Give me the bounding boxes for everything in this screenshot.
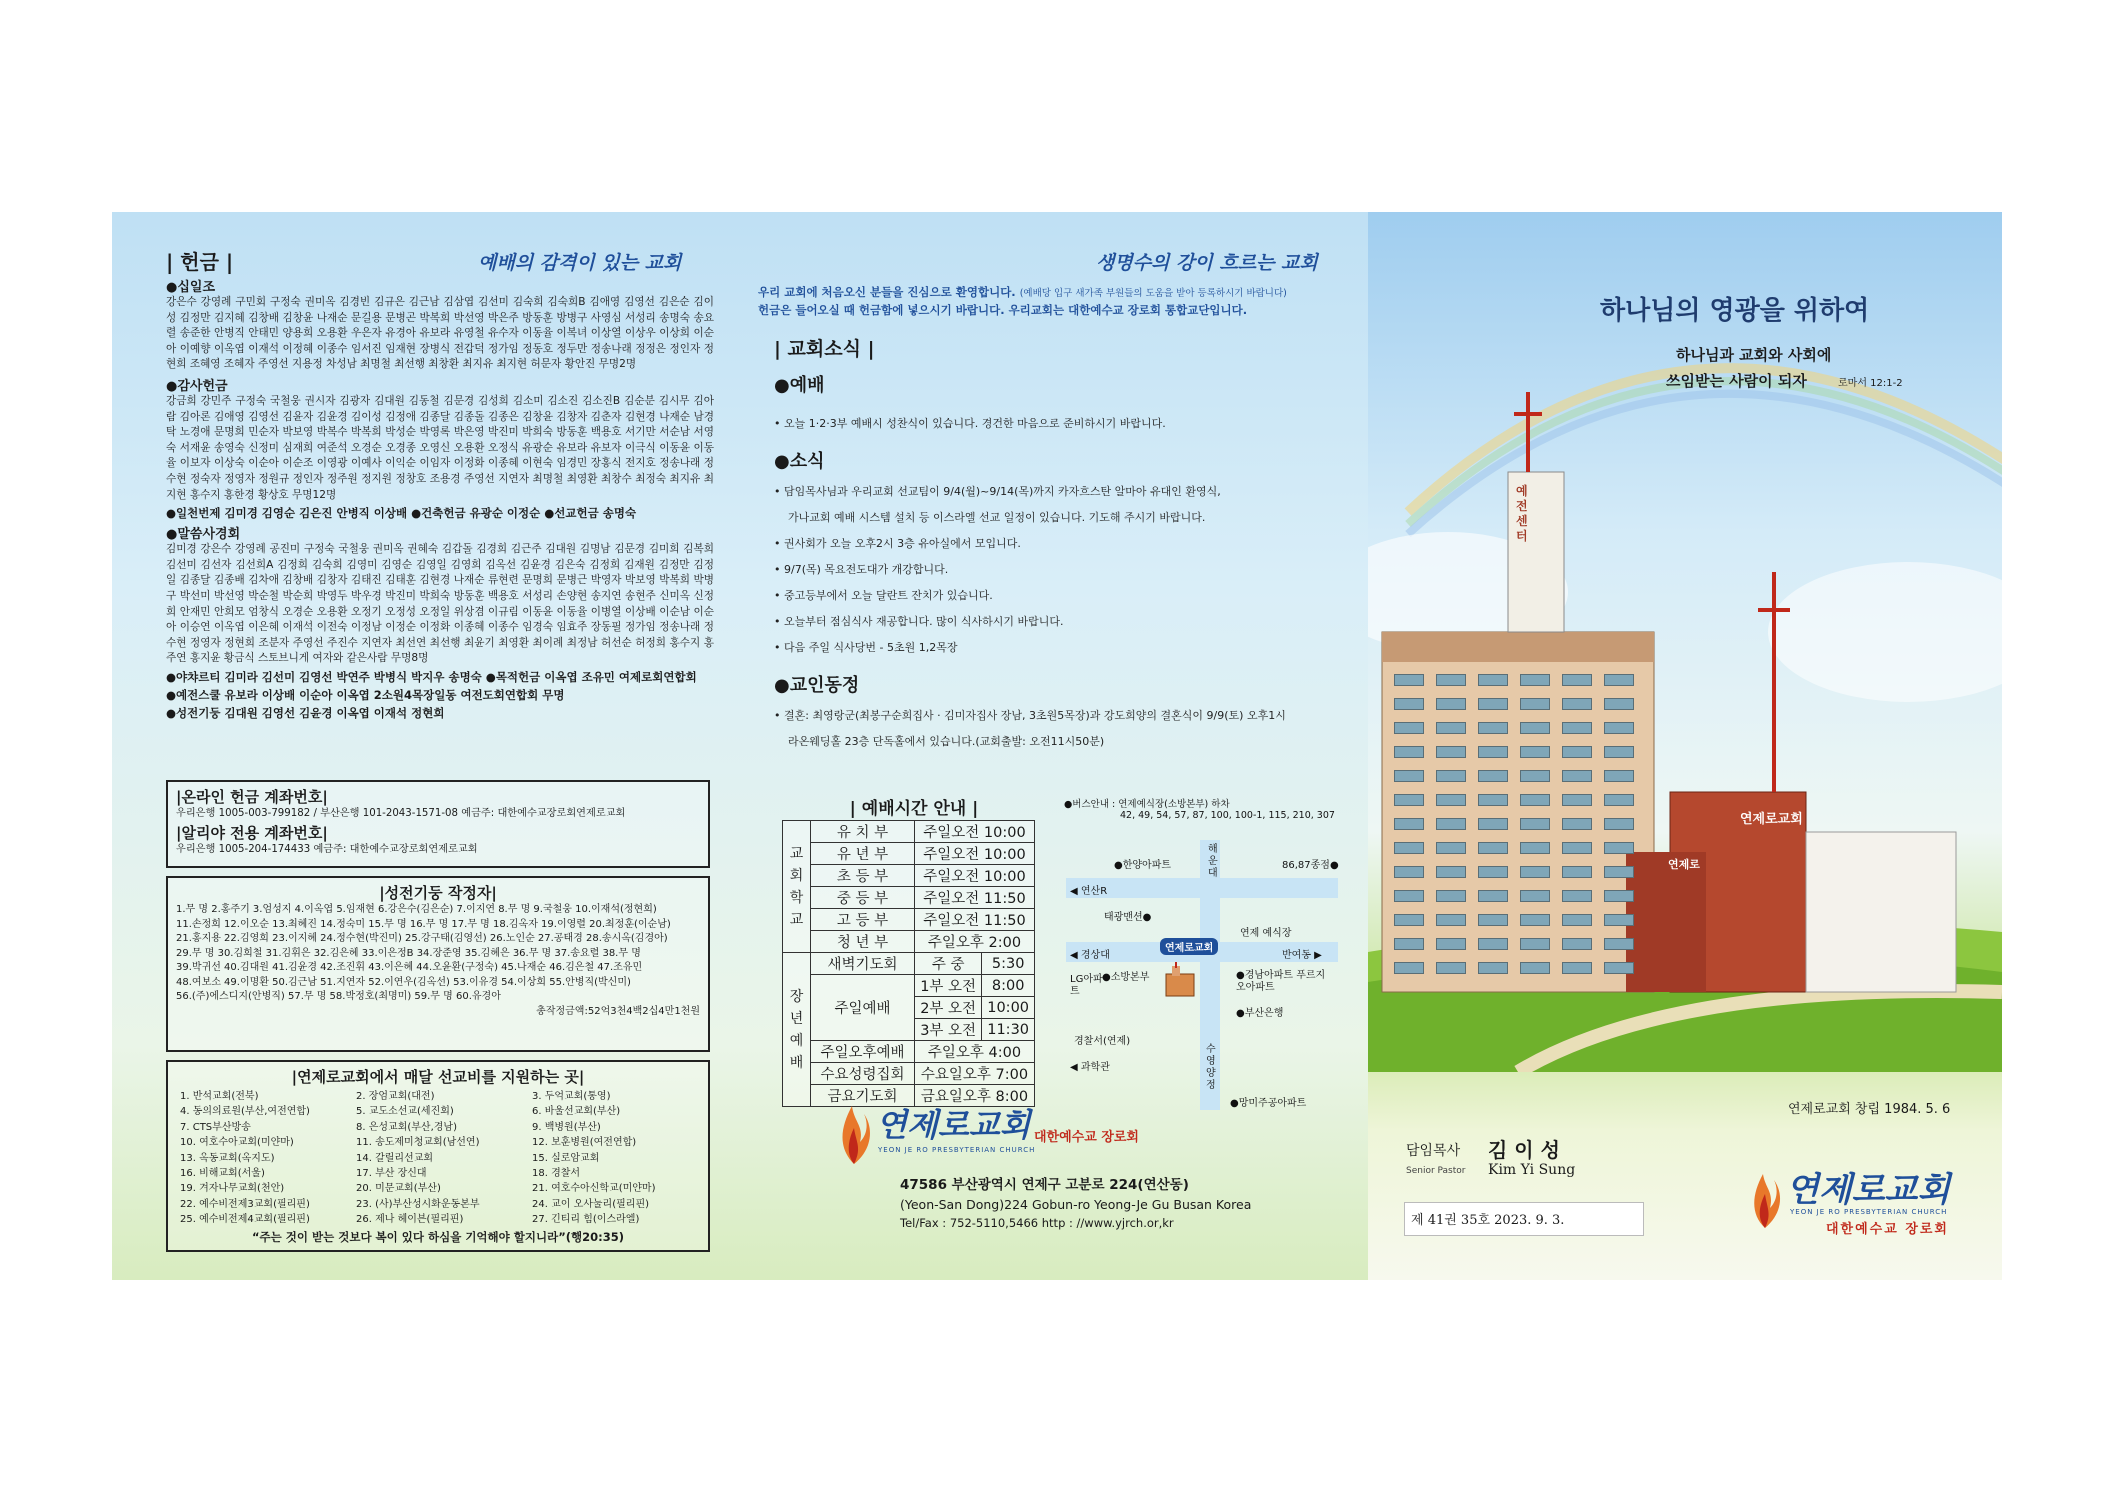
news-item: • 오늘 1·2·3부 예배시 성찬식이 있습니다. 경건한 마음으로 준비하시기 바랍니다.	[774, 417, 1166, 430]
window	[1436, 770, 1466, 782]
news-item: • 오늘부터 점심식사 재공합니다. 많이 식사하시기 바랍니다.	[774, 615, 1064, 628]
mission-verse: “주는 것이 받는 것보다 복이 있다 하심을 기억해야 할지니라”(행20:35)	[252, 1229, 624, 1244]
location-map	[1060, 796, 1360, 1116]
tithe-text: 강은수 강영례 구민회 구정숙 권미옥 김경빈 김규은 김근남 김삼엽 김선미 김숙희 김숙희B 김애영 김영선 김은순 김이성 김정만 김지혜 김창배 김창윤 나재순 문길용 문병곤 박복희 박선영 박은주 방동훈 방병구 사영심 서성리 송명숙 송요렬 송준한 안병직 안태민 양용희 오용환 우은자 유경아 유보라 유영철 유수자 이동율 이복녀 이상열 이상우 이상희 이순아 이예향 이옥엽 이재석 이정혜 이종수 임서진 임재현 장병식 전갑덕 정가임 정동호 정두만 정송나래 정정은 정인자 정현희 조혜영 조혜자 주영선 지용정 차성남 최명철 최선행 최창환 최지유 최지현 허문자 황안진 무명2명	[166, 296, 714, 371]
window	[1520, 866, 1550, 878]
window	[1562, 866, 1592, 878]
window	[1436, 794, 1466, 806]
chapel-sign: 연제로교회	[1740, 812, 1803, 827]
news-item: • 다음 주일 식사당번 - 5초원 1,2목장	[774, 641, 958, 654]
window	[1604, 746, 1634, 758]
account-box	[166, 780, 710, 868]
window	[1520, 962, 1550, 974]
window	[1478, 746, 1508, 758]
window	[1436, 818, 1466, 830]
window	[1562, 938, 1592, 950]
news-text: 다음 주일 식사당번 - 5초원 1,2목장	[784, 641, 958, 654]
mission-item: 3. 두억교회(통영)	[532, 1091, 611, 1102]
news-text: 중고등부에서 오늘 달란트 잔치가 있습니다.	[784, 589, 993, 602]
pillar-box	[166, 876, 710, 1052]
mission-item: 11. 송도제미청교회(남선연)	[356, 1137, 480, 1149]
window	[1604, 674, 1634, 686]
time-title: | 예배시간 안내 |	[849, 799, 979, 819]
news-text: 9/7(목) 목요전도대가 개강합니다.	[784, 563, 949, 576]
offering-line-4: ●성전기둥 김대원 김영선 김윤경 이옥엽 이재석 정현희	[166, 705, 445, 720]
online-account-title: |온라인 헌금 계좌번호|	[176, 788, 328, 806]
welcome-line-1: 우리 교회에 처음오신 분들을 진심으로 환영합니다.	[758, 285, 1016, 299]
window	[1478, 674, 1508, 686]
mission-item: 4. 동의의료원(부산,여전연합)	[180, 1106, 310, 1118]
time-cell: 8:00	[982, 975, 1035, 997]
time-cell: 5:30	[982, 953, 1035, 975]
pillar-total: 총작정금액:52억3천4백2십4만1천원	[536, 1005, 700, 1017]
school-group-label	[783, 821, 811, 953]
window	[1562, 890, 1592, 902]
window	[1520, 770, 1550, 782]
church-address	[900, 1176, 1320, 1233]
mission-item: 10. 여호수아교회(미얀마)	[180, 1137, 294, 1149]
mission-list	[180, 1089, 696, 1228]
map-church-marker: 연제로교회	[1160, 938, 1218, 955]
mission-item: 6. 바울선교회(부산)	[532, 1106, 621, 1118]
pillar-line: 1.무 명 2.홍주기 3.엄성지 4.이옥엽 5.임재현 6.강은수(김은순) 7.이지연 8.무 명 9.국철웅 10.이재석(정현희)	[176, 904, 657, 915]
window	[1394, 818, 1424, 830]
window	[1394, 914, 1424, 926]
church-building-icon	[1160, 962, 1200, 998]
window	[1562, 698, 1592, 710]
news-item: • 중고등부에서 오늘 달란트 잔치가 있습니다.	[774, 589, 993, 602]
church-news	[774, 334, 1354, 755]
thanks-text: 강금희 강민주 구정숙 국철웅 권시자 김광자 김대원 김동철 김문경 김성희 김소미 김소진 김소진B 김순분 김시무 김아람 김아론 김애영 김영선 김윤자 김윤경 김이성 김정애 김종달 김종돌 김종은 김창윤 김창자 김춘자 김현경 나재순 남경탁 노경애 문명희 민순자 박보영 박복수 박복희 박성순 박영록 박은영 박진미 박희숙 방동훈 백용호 서기만 서순남 서영숙 서재윤 송영숙 신정미 심재희 여준석 오경순 오경종 오영신 오용환 오정식 유광순 유보라 유보자 이극식 이동윤 이동율 이보자 이상숙 이순아 이순조 이영광 이예사 이익순 이임자 이정화 이종혜 이현숙 임경민 장홍식 전지호 정송나래 정수현 정숙자 정영자 정원규 정인자 정주원 정지원 정창호 조용경 주영선 지연자 최명철 최영환 최창수 최정숙 최지유 최지현 홍수지 홍한경 황상호 무명12명	[166, 394, 714, 501]
window	[1436, 722, 1466, 734]
mission-item: 26. 제나 헤이븐(필리핀)	[356, 1214, 464, 1226]
window	[1562, 770, 1592, 782]
mission-item: 21. 여호수아신학교(미얀마)	[532, 1183, 656, 1195]
window	[1520, 746, 1550, 758]
window	[1394, 722, 1424, 734]
pastor-label-en: Senior Pastor	[1406, 1166, 1466, 1176]
pillar-line: 56.(주)에스디지(안병직) 57.무 명 58.박정호(최명미) 59.무 명 60.유경아	[176, 991, 501, 1002]
mission-item: 25. 예수비전제4교회(필리핀)	[180, 1214, 310, 1226]
window	[1394, 770, 1424, 782]
window	[1478, 722, 1508, 734]
dept-cell: 청 년 부	[811, 931, 915, 953]
window	[1478, 914, 1508, 926]
map-label: ◀ 연산R	[1070, 886, 1108, 897]
map-label: ●부산은행	[1236, 1008, 1284, 1019]
address-english: (Yeon-San Dong)224 Gobun-ro Yeong-Je Gu Busan Korea	[900, 1197, 1252, 1212]
window	[1562, 722, 1592, 734]
time-cell: 11:30	[982, 1019, 1035, 1041]
map-label: ●경남아파트 푸르지오아파트	[1236, 970, 1326, 993]
dept-cell: 새벽기도회	[811, 953, 915, 975]
aliyah-account-line: 우리은행 1005-204-174433 예금주: 대한예수교장로회연제로교회	[176, 843, 478, 855]
window	[1478, 794, 1508, 806]
time-cell: 주일오후 4:00	[915, 1041, 1035, 1063]
worship-title: ●예배	[774, 375, 825, 396]
time-cell: 2부 오전	[915, 997, 982, 1019]
map-label: 반여동 ▶	[1282, 950, 1322, 961]
mission-item: 12. 보훈병원(여전연합)	[532, 1137, 637, 1149]
online-account-line: 우리은행 1005-003-799182 / 부산은행 101-2043-1571-08 예금주: 대한예수교장로회연제로교회	[176, 808, 626, 819]
time-cell: 주 중	[915, 953, 982, 975]
window	[1562, 962, 1592, 974]
window	[1478, 890, 1508, 902]
welcome-line-2: 헌금은 들어오실 때 헌금함에 넣으시기 바랍니다. 우리교회는 대한예수교 장로회 통합교단입니다.	[758, 303, 1248, 317]
pillar-line: 21.홍지용 22.김영희 23.이지혜 24.정수현(박진미) 25.강구태(김영선) 26.노인순 27.공태경 28.송시옥(김경아)	[176, 933, 668, 944]
map-label: 해운대	[1208, 844, 1218, 879]
window	[1394, 890, 1424, 902]
window	[1562, 914, 1592, 926]
window	[1478, 962, 1508, 974]
window	[1394, 746, 1424, 758]
window	[1604, 842, 1634, 854]
pastor-name-en: Kim Yi Sung	[1488, 1162, 1576, 1178]
mission-item: 17. 부산 장신대	[356, 1168, 427, 1180]
mission-title: |연제로교회에서 매달 선교비를 지원하는 곳|	[291, 1068, 585, 1086]
bus-info: ●버스안내 : 연제예식장(소방본부) 하차	[1064, 799, 1230, 810]
window	[1520, 914, 1550, 926]
news-text: 담임목사님과 우리교회 선교팀이 9/4(월)~9/14(목)까지 카자흐스탄 알마아 유대인 환영식,	[784, 485, 1221, 498]
welcome-text	[758, 284, 1358, 319]
tithe-label: ●십일조	[166, 280, 216, 295]
mission-item: 22. 예수비전제3교회(필리핀)	[180, 1198, 310, 1210]
window	[1436, 698, 1466, 710]
window	[1604, 770, 1634, 782]
map-label: LG아파트	[1070, 974, 1103, 997]
time-cell: 주일오전 11:50	[915, 909, 1035, 931]
news-text: 오늘 1·2·3부 예배시 성찬식이 있습니다. 경건한 마음으로 준비하시기 바랍니다.	[784, 417, 1166, 430]
window	[1520, 938, 1550, 950]
window	[1436, 674, 1466, 686]
panel-news	[740, 212, 1368, 1280]
dept-cell: 유 년 부	[811, 843, 915, 865]
window	[1436, 938, 1466, 950]
dept-cell: 금요기도회	[811, 1085, 915, 1107]
mission-item: 13. 옥동교회(옥지도)	[180, 1152, 275, 1164]
window	[1394, 674, 1424, 686]
map-label: 태광맨션●	[1104, 912, 1152, 923]
news-text: 라온웨딩홀 23층 단독홀에서 있습니다.(교회출발: 오전11시50분)	[788, 735, 1105, 748]
pillar-line: 11.손정희 12.이오순 13.최혜진 14.정숙미 15.무 명 16.무 명 17.무 명 18.김옥자 19.이영렬 20.최정훈(이순남)	[176, 918, 671, 930]
map-label: 연제 예식장	[1240, 928, 1292, 939]
news-text: 오늘부터 점심식사 재공합니다. 많이 식사하시기 바랍니다.	[784, 615, 1064, 628]
window	[1604, 938, 1634, 950]
time-cell: 1부 오전	[915, 975, 982, 997]
mission-item: 19. 겨자나무교회(천안)	[180, 1183, 285, 1195]
news-title: | 교회소식 |	[774, 338, 875, 360]
welcome-line-1b: (예배당 입구 새가족 부원들의 도움을 받아 등록하시기 바랍니다)	[1019, 288, 1287, 299]
window	[1604, 890, 1634, 902]
issue-number: 제 41권 35호 2023. 9. 3.	[1404, 1202, 1644, 1236]
mission-item: 8. 은성교회(부산,경남)	[356, 1121, 457, 1133]
special-offering-line: ●일천번제 김미경 김영순 김은진 안병직 이상배 ●건축헌금 유광순 이정순 ●선교헌금 송명숙	[166, 506, 637, 521]
mission-item: 24. 교이 오사눌리(필리핀)	[532, 1198, 650, 1210]
news-text: 권사회가 오늘 오후2시 3층 유아실에서 모입니다.	[784, 537, 1021, 550]
news-item: • 결혼: 최영랑군(최봉구순희집사 · 김미자집사 장남, 3초원5목장)과 강도희양의 결혼식이 9/9(토) 오후1시	[774, 709, 1286, 722]
pastor-label: 담임목사	[1406, 1143, 1461, 1159]
window	[1520, 794, 1550, 806]
pillar-title: |성전기둥 작정자|	[379, 884, 497, 902]
pillar-line: 48.여보소 49.이명환 50.김근남 51.지연자 52.이연우(김옥선) 53.이유경 54.이상희 55.안병직(박신미)	[176, 976, 631, 988]
bus-numbers: 42, 49, 54, 57, 87, 100, 100-1, 115, 210, 307	[1120, 810, 1335, 821]
time-cell: 주일오전 10:00	[915, 843, 1035, 865]
logo-name-cover: 연제로교회	[1786, 1170, 1951, 1210]
window	[1520, 698, 1550, 710]
dept-cell: 중 등 부	[811, 887, 915, 909]
window	[1520, 674, 1550, 686]
window	[1436, 746, 1466, 758]
window	[1604, 866, 1634, 878]
map-label: ◀ 과학관	[1070, 1062, 1110, 1073]
time-cell: 금요일오후 8:00	[915, 1085, 1035, 1107]
dept-cell: 고 등 부	[811, 909, 915, 931]
window	[1604, 962, 1634, 974]
word-label: ●말씀사경회	[166, 527, 241, 543]
map-label: 86,87종점●	[1282, 860, 1339, 871]
cover-subtitle-2: 쓰임받는 사람이 되자	[1666, 372, 1807, 390]
panel-offerings	[112, 212, 740, 1280]
offering-list	[166, 274, 714, 721]
group-text: 교 회 학 교	[789, 845, 804, 928]
window	[1436, 962, 1466, 974]
time-cell: 10:00	[982, 997, 1035, 1019]
flame-logo-icon	[1746, 1166, 1784, 1232]
window	[1436, 890, 1466, 902]
offering-line-3: ●예전스쿨 유보라 이상배 이순아 이옥엽 2소원4목장일동 여전도회연합회 무명	[166, 687, 565, 702]
news-item	[774, 505, 1354, 531]
window	[1562, 818, 1592, 830]
cover-title: 하나님의 영광을 위하여	[1600, 296, 1870, 326]
window	[1520, 842, 1550, 854]
mission-item: 27. 긴티리 힘(이스라엘)	[532, 1214, 640, 1226]
panel-cover	[1368, 212, 2002, 1280]
window	[1394, 938, 1424, 950]
window	[1562, 794, 1592, 806]
mission-item: 5. 교도소선교(세진회)	[356, 1106, 454, 1118]
denomination-middle: 대한예수교 장로회	[1034, 1130, 1139, 1145]
window	[1394, 794, 1424, 806]
window	[1520, 722, 1550, 734]
mission-item: 2. 장엄교회(대전)	[356, 1091, 435, 1102]
window	[1562, 842, 1592, 854]
offering-line-2: ●야챠르티 김미라 김선미 김영선 박연주 박병식 박지우 송명숙 ●목적헌금 이옥엽 조유민 여제로회연합회	[166, 669, 697, 684]
news-item	[774, 729, 1354, 755]
logo-en-cover: YEON JE RO PRESBYTERIAN CHURCH	[1790, 1208, 1948, 1216]
denomination-cover: 대한예수교 장로회	[1826, 1222, 1949, 1237]
window	[1562, 746, 1592, 758]
map-label: ●소방본부	[1102, 972, 1150, 983]
thanks-label: ●감사헌금	[166, 378, 228, 394]
window	[1478, 866, 1508, 878]
window	[1562, 674, 1592, 686]
window	[1478, 842, 1508, 854]
window	[1604, 794, 1634, 806]
window	[1394, 962, 1424, 974]
mission-item: 1. 반석교회(전북)	[180, 1091, 259, 1102]
mission-item: 15. 실로암교회	[532, 1152, 600, 1164]
window	[1604, 722, 1634, 734]
window	[1394, 842, 1424, 854]
map-label: 수영 양정	[1206, 1044, 1216, 1091]
window	[1478, 698, 1508, 710]
news-sub-title: ●소식	[774, 451, 825, 472]
church-logo-cover	[1746, 1160, 1986, 1240]
window	[1604, 818, 1634, 830]
church-logo-middle	[834, 1098, 1194, 1168]
time-cell: 3부 오전	[915, 1019, 982, 1041]
map-label: 경찰서(연제)	[1074, 1036, 1131, 1047]
offering-title: | 헌금 |	[166, 250, 234, 274]
flame-logo-icon	[834, 1098, 874, 1168]
mission-box	[166, 1060, 710, 1252]
window	[1436, 866, 1466, 878]
window	[1436, 914, 1466, 926]
chapel-small-sign: 연제로	[1668, 858, 1700, 871]
window	[1478, 818, 1508, 830]
time-cell: 주일오전 11:50	[915, 887, 1035, 909]
news-item: • 권사회가 오늘 오후2시 3층 유아실에서 모입니다.	[774, 537, 1021, 550]
window	[1604, 914, 1634, 926]
slogan-middle: 생명수의 강이 흐르는 교회	[1096, 252, 1318, 274]
time-cell: 주일오전 10:00	[915, 865, 1035, 887]
dept-cell: 주일예배	[811, 975, 915, 1041]
pillar-line: 39.박귀선 40.김대원 41.김윤경 42.조진휘 43.이은혜 44.오윤환(구정숙) 45.나재순 46.김은철 47.조유민	[176, 962, 643, 973]
map-label: ◀ 경상대	[1070, 950, 1110, 961]
logo-name-middle: 연제로교회	[876, 1106, 1031, 1144]
bulletin-sheet	[112, 212, 2002, 1280]
mission-item: 16. 비해교회(서울)	[180, 1168, 265, 1180]
news-text: 가나교회 예배 시스템 설치 등 이스라엘 선교 일정이 있습니다. 기도해 주시기 바랍니다.	[788, 511, 1206, 524]
window	[1394, 866, 1424, 878]
address-korean: 47586 부산광역시 연제구 고분로 224(연산동)	[900, 1177, 1189, 1193]
window	[1436, 842, 1466, 854]
cover-verse-ref: 로마서 12:1-2	[1838, 378, 1903, 389]
pillar-line: 29.무 명 30.김희철 31.김휘은 32.김은혜 33.이은정B 34.장준영 35.김혜은 36.무 명 37.송요렬 38.무 명	[176, 947, 641, 959]
window	[1604, 698, 1634, 710]
dept-cell: 유 치 부	[811, 821, 915, 843]
map-label: ●한양아파트	[1114, 860, 1172, 871]
dept-cell: 수요성령집회	[811, 1063, 915, 1085]
mission-item: 20. 미문교회(부산)	[356, 1183, 441, 1195]
tower-sign: 예전센터	[1516, 484, 1528, 543]
time-cell: 수요일오후 7:00	[915, 1063, 1035, 1085]
mission-item: 23. (사)부산성시화운동본부	[356, 1198, 480, 1210]
word-text: 김미경 강은수 강영례 공진미 구정숙 국철웅 권미옥 권혜숙 김갑돌 김경희 김근주 김대원 김명남 김문경 김미희 김복희 김선미 김선자 김선희A 김정희 김숙희 김영미 김영순 김영일 김영희 김옥선 김윤경 김은숙 김정희 김재원 김정만 김정일 김종달 김종배 김차애 김창배 김창자 김태진 김태훈 김현경 나재순 류현련 문명희 문병근 박영자 박보영 박복희 박병구 박선미 박선영 박순철 박순희 박영두 박우경 박진미 박희숙 방동훈 백용호 서성리 손양현 송지연 송현주 신미옥 신정희 안재민 안희모 엄창식 오경순 오용환 오정기 오정성 오정일 위상겸 이규림 이동윤 이동율 이병열 이상배 이순남 이순아 이승연 이옥엽 이은혜 이재석 이전숙 이정남 이정순 이정화 이종혜 이종수 임경숙 임효주 장동필 정가임 정송나래 정수현 정영자 정현희 조분자 주영선 주진수 지연자 최선연 최선행 최윤기 최영환 최이례 최정남 허선순 허정희 홍수지 홍주연 홍지윤 황금식 스토브니게 여자와 같은사람 무명8명	[166, 543, 714, 665]
mission-item: 9. 백병원(부산)	[532, 1121, 601, 1133]
contact-info: Tel/Fax : 752-5110,5466 http : //www.yjrch.or,kr	[900, 1216, 1174, 1230]
mission-item: 18. 경찰서	[532, 1168, 581, 1180]
window	[1478, 938, 1508, 950]
news-text: 결혼: 최영랑군(최봉구순희집사 · 김미자집사 장남, 3초원5목장)과 강도희양의 결혼식이 9/9(토) 오후1시	[784, 709, 1286, 722]
adult-group-label	[783, 953, 811, 1107]
window	[1394, 698, 1424, 710]
map-label: ●망미주공아파트	[1230, 1098, 1307, 1109]
time-cell: 주일오전 10:00	[915, 821, 1035, 843]
mission-item: 14. 갈릴리선교회	[356, 1152, 434, 1164]
logo-en-middle: YEON JE RO PRESBYTERIAN CHURCH	[878, 1146, 1036, 1154]
founded-date: 연제로교회 창립 1984. 5. 6	[1788, 1102, 1951, 1117]
window	[1520, 818, 1550, 830]
tower-windows	[1368, 212, 2002, 1072]
members-title: ●교인동정	[774, 675, 860, 696]
window	[1478, 770, 1508, 782]
slogan-left: 예배의 감격이 있는 교회	[478, 252, 682, 274]
window	[1520, 890, 1550, 902]
dept-cell: 초 등 부	[811, 865, 915, 887]
time-cell: 주일오후 2:00	[915, 931, 1035, 953]
dept-cell: 주일오후예배	[811, 1041, 915, 1063]
group-text: 장 년 예 배	[789, 988, 804, 1071]
news-item: • 담임목사님과 우리교회 선교팀이 9/4(월)~9/14(목)까지 카자흐스탄 알마아 유대인 환영식,	[774, 485, 1221, 498]
news-item: • 9/7(목) 목요전도대가 개강합니다.	[774, 563, 949, 576]
aliyah-account-title: |알리야 전용 계좌번호|	[176, 823, 328, 842]
mission-item: 7. CTS부산방송	[180, 1121, 251, 1133]
worship-time-table	[782, 820, 1035, 1107]
cover-subtitle-1: 하나님과 교회와 사회에	[1676, 346, 1832, 364]
pastor-name: 김 이 성	[1488, 1138, 1560, 1162]
